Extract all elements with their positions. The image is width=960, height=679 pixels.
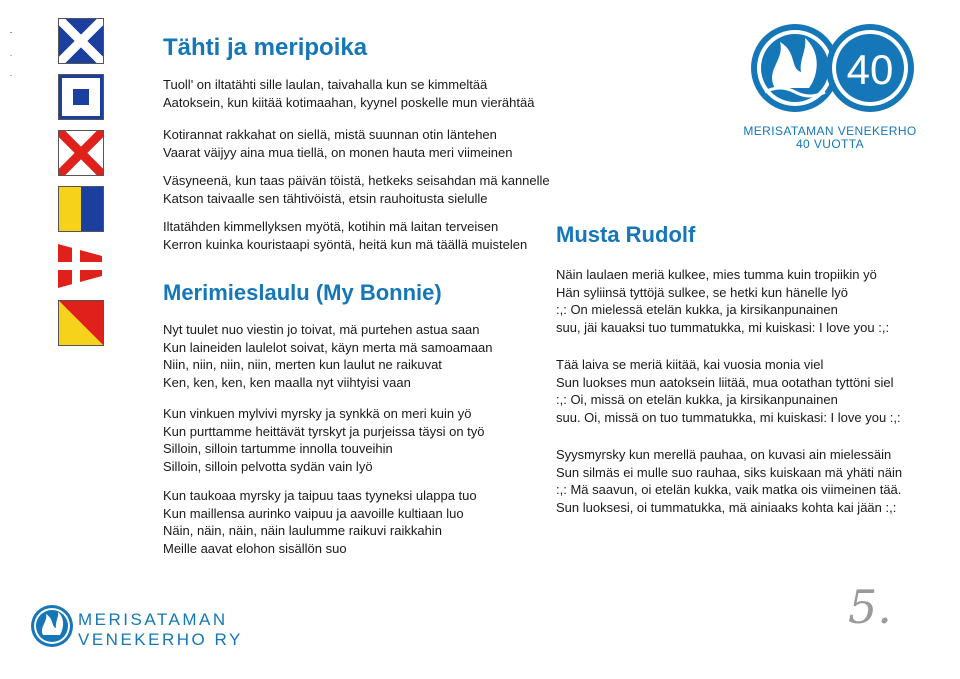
lyric-line: Sun silmäs ei mulle suo rauhaa, siks kuiskaan mä yhäti näin xyxy=(556,464,903,480)
lyric-line: Kerron kuinka kouristaapi syöntä, heitä kun mä täällä muistelen xyxy=(163,236,528,252)
lyric-line: Kotirannat rakkahat on siellä, mistä suunnan otin läntehen xyxy=(163,127,497,142)
logo-line-1: MERISATAMAN VENEKERHO xyxy=(743,124,917,138)
lyric-line: suu, jäi kauaksi tuo tummatukka, mi kuiskasi: I love you :,: xyxy=(556,319,890,335)
club-name-line-2: VENEKERHO RY xyxy=(78,630,243,649)
lyric-line: Hän syliinsä tyttöjä sulkee, se hetki kun hänelle lyö xyxy=(556,284,848,300)
stanza xyxy=(556,446,902,516)
club-40-anniversary-logo xyxy=(735,20,925,151)
stanza xyxy=(163,76,534,111)
song-title-musta-rudolf: Musta Rudolf xyxy=(556,222,696,247)
lyric-line: Näin, näin, näin, näin laulumme raikuvi raikkahin xyxy=(163,523,442,538)
signal-flags-column xyxy=(58,18,104,356)
page-number: 5. xyxy=(848,580,892,634)
stanza xyxy=(163,405,485,475)
stanza xyxy=(556,266,889,336)
lyric-line: suu. Oi, missä on tuo tummatukka, mi kuiskasi: I love you :,: xyxy=(556,409,901,425)
lyric-line: Tää laiva se meriä kiitää, kai vuosia monia viel xyxy=(556,357,824,372)
lyric-line: Kun vinkuen mylvivi myrsky ja synkkä on meri kuin yö xyxy=(163,406,472,421)
stanza xyxy=(163,126,513,161)
logo-line-2: 40 VUOTTA xyxy=(795,137,865,151)
lyric-line: Meille aavat elohon sisällön suo xyxy=(163,540,347,556)
lyric-line: Tuoll' on iltatähti sille laulan, taivahalla kun se kimmeltää xyxy=(163,77,488,92)
flag-o-icon xyxy=(58,300,104,346)
lyric-line: Vaarat väijyy aina mua tiellä, on monen hauta meri viimeinen xyxy=(163,144,513,160)
lyric-line: Syysmyrsky kun merellä pauhaa, on kuvasi ain mielessäin xyxy=(556,447,892,462)
stanza xyxy=(163,487,477,557)
flame-wave-logo-icon xyxy=(735,20,925,120)
lyric-line: Silloin, silloin pelvotta sydän vain lyö xyxy=(163,458,373,474)
lyric-line: Kun maillensa aurinko vaipuu ja aavoille kultiaan luo xyxy=(163,505,464,521)
lyric-line: Aatoksein, kun kiitää kotimaahan, kyynel poskelle mun vierähtää xyxy=(163,94,535,110)
flag-g-icon xyxy=(58,186,104,232)
scan-marks xyxy=(10,30,13,80)
lyric-line: Väsyneenä, kun taas päivän töistä, hetkeks seisahdan mä kannelle xyxy=(163,173,550,188)
lyric-line: :,: On mielessä etelän kukka, ja kirsikanpunainen xyxy=(556,302,838,317)
flag-m-icon xyxy=(58,18,104,64)
song-title-merimieslaulu: Merimieslaulu (My Bonnie) xyxy=(163,280,442,305)
lyric-line: Niin, niin, niin, niin, merten kun laulut ne raikuvat xyxy=(163,357,442,372)
lyric-line: Sun luoksesi, oi tummatukka, mä ainiaaks kohta kai jään :,: xyxy=(556,499,897,515)
flag-n-icon xyxy=(58,74,104,120)
song-title-tahti: Tähti ja meripoika xyxy=(163,34,368,61)
lyric-line: :,: Oi, missä on etelän kukka, ja kirsikanpunainen xyxy=(556,392,838,407)
lyric-line: Kun taukoaa myrsky ja taipuu taas tyyneksi ulappa tuo xyxy=(163,488,477,503)
stanza xyxy=(163,321,493,391)
lyric-line: Ken, ken, ken, ken maalla nyt viihtyisi vaan xyxy=(163,374,411,390)
stanza xyxy=(556,356,901,426)
lyric-line: Sun luokses mun aatoksein liitää, mua ootathan tyttöni siel xyxy=(556,374,894,390)
flame-wave-logo-icon xyxy=(30,604,74,648)
lyric-line: Nyt tuulet nuo viestin jo toivat, mä purtehen astua saan xyxy=(163,322,480,337)
club-logo-bottom xyxy=(30,604,243,653)
lyric-line: Kun purttamme heittävät tyrskyt ja purjeissa täysi on työ xyxy=(163,423,485,439)
flag-pennant-icon xyxy=(58,242,102,290)
svg-text:40: 40 xyxy=(846,46,894,93)
flag-v-icon xyxy=(58,130,104,176)
lyric-line: :,: Mä saavun, oi etelän kukka, vaik matka ois viimeinen tää. xyxy=(556,482,902,497)
lyric-line: Iltatähden kimmellyksen myötä, kotihin mä laitan terveisen xyxy=(163,219,499,234)
lyric-line: Näin laulaen meriä kulkee, mies tumma kuin tropiikin yö xyxy=(556,267,877,282)
stanza xyxy=(163,218,527,253)
club-name-line-1: MERISATAMAN xyxy=(78,610,228,629)
stanza xyxy=(163,172,550,207)
lyric-line: Silloin, silloin tartumme innolla touveihin xyxy=(163,441,393,456)
lyric-line: Katson taivaalle sen tähtivöistä, etsin rauhoitusta sielulle xyxy=(163,190,488,206)
lyric-line: Kun laineiden laulelot soivat, käyn merta mä samoamaan xyxy=(163,339,493,355)
